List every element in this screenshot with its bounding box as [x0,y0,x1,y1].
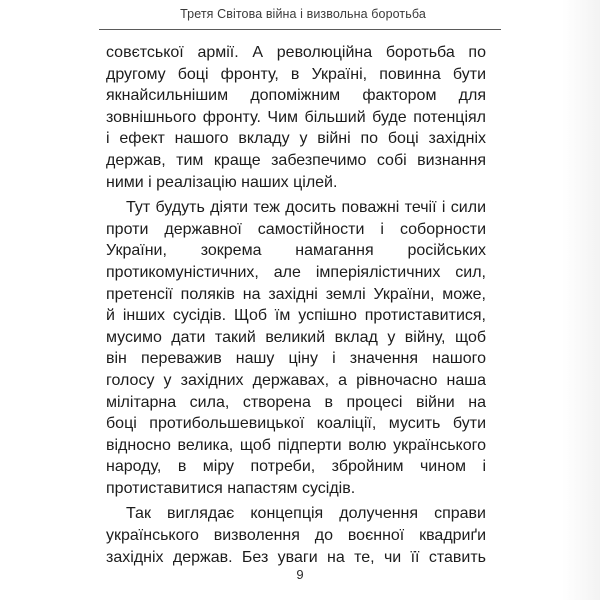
text-line: народу, в міру потреби, збройним чином і [106,458,486,476]
text-line: протиставитися напастям сусідів. [106,479,356,497]
text-line: держав, тим краще забезпечимо собі визнання [106,151,486,169]
text-line: Тут будуть діяти теж досить поважні течії і сили [126,199,486,217]
text-line: України, зокрема намагання російських [106,242,486,260]
text-line: він переважив нашу ціну і значення нашого [106,350,486,368]
text-line: другому боці фронту, в Україні, повинна бути [106,65,486,83]
text-line: західніх держав. Без уваги на те, чи її ставить [106,548,486,566]
paragraph-2 [106,197,486,499]
header-rule [99,29,501,30]
text-line: й інших сусідів. Щоб їм успішно протиставитися, [106,307,486,325]
text-line: голосу у західних державах, а рівночасно наша [106,371,486,389]
page-edge-shadow [562,0,600,600]
text-line: проти державної самостійности і соборности [106,220,486,238]
text-line: боці протибольшевицької коаліції, мусить бути [106,415,486,433]
text-line: і ефект нашого вкладу у війні по боці західніх [106,130,486,148]
running-head: Третя Світова війна і визвольна боротьба [180,7,426,21]
text-line: Так виглядає концепція долучення справи [126,505,486,523]
body-text [106,42,486,568]
text-line: совєтської армії. А революційна боротьба по [106,44,486,61]
text-line: українського визволення до воєнної квадриґи [106,527,486,545]
text-line: мусимо дати такий великий вклад у війну, щоб [106,328,486,346]
text-line: мілітарна сила, створена в процесі війни на [106,393,486,411]
paragraph-3 [106,503,486,568]
text-line: відносно велика, щоб підперти волю українського [106,436,486,454]
page-number: 9 [296,567,304,582]
text-line: претенсії поляків на західні землі України, може, [106,285,486,303]
text-line: протикомуністичних, але імперіялістичних сил, [106,263,486,281]
text-line: зовнішнього фронту. Чим більший буде потенціял [106,108,486,126]
text-line: ними і реалізацію наших цілей. [106,173,338,191]
paragraph-1 [106,42,486,193]
text-line: якнайсильнішим допоміжним фактором для [106,87,486,105]
